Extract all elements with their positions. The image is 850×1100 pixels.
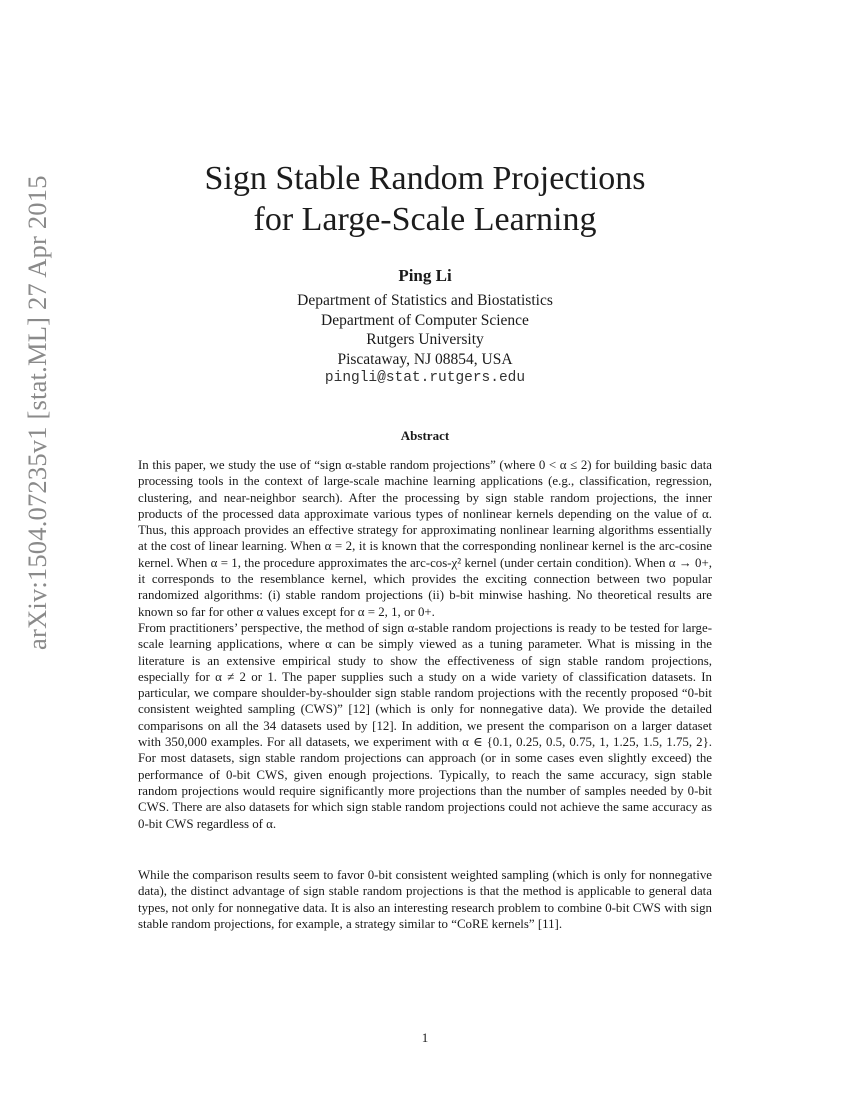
author-affiliation-block xyxy=(0,291,850,389)
affiliation-line: Piscataway, NJ 08854, USA xyxy=(337,350,513,368)
title-line-1: Sign Stable Random Projections xyxy=(204,160,646,197)
abstract-paragraph: While the comparison results seem to favor 0-bit consistent weighted sampling (which is only for nonnegative data), the distinct advantage of sign stable random projections is that the method is applicable to general data types, not only for nonnegative data. It is also an interesting research problem to combine 0-bit CWS with sign stable random projections, for example, a strategy similar to “CoRE kernels” [11]. xyxy=(138,868,712,931)
abstract-paragraph: From practitioners’ perspective, the method of sign α-stable random projections is ready to be tested for large-scale learning applications, where α can be simply viewed as a tuning parameter. What is missing in the literature is an extensive empirical study to show the effectiveness of sign stable random projections, especially for α ≠ 2 or 1. The paper supplies such a study on a wide variety of classification datasets. In particular, we compare shoulder-by-shoulder sign stable random projections with the recently proposed “0-bit consistent weighted sampling (CWS)” [12] (which is only for nonnegative data). We provide the detailed comparisons on all the 34 datasets used by [12]. In addition, we present the comparison on a larger dataset with 350,000 examples. For all datasets, we experiment with α ∈ {0.1, 0.25, 0.5, 0.75, 1, 1.25, 1.5, 1.75, 2}. For most datasets, sign stable random projections can approach (or in some cases even slightly exceed) the performance of 0-bit CWS, given enough projections. Typically, to reach the same accuracy, sign stable random projections would require significantly more projections than the number of samples needed by 0-bit CWS. There are also datasets for which sign stable random projections could not achieve the same accuracy as 0-bit CWS regardless of α. xyxy=(138,621,712,831)
author-email: pingli@stat.rutgers.edu xyxy=(324,370,526,387)
abstract-paragraph: In this paper, we study the use of “sign α-stable random projections” (where 0 < α ≤ 2) for building basic data processing tools in the context of large-scale machine learning applications (e.g., classification, regression, clustering, and near-neighbor search). After the processing by sign stable random projections, the inner products of the processed data approximate various types of nonlinear kernels depending on the value of α. Thus, this approach provides an effective strategy for approximating nonlinear learning algorithms essentially at the cost of linear learning. When α = 2, it is known that the corresponding nonlinear kernel is the arc-cosine kernel. When α = 1, the procedure approximates the arc-cos-χ² kernel (under certain condition). When α → 0+, it corresponds to the resemblance kernel, which provides the exciting connection between two popular randomized algorithms: (i) stable random projections (ii) b-bit minwise hashing. No theoretical results are known so far for other α values except for α = 2, 1, or 0+. xyxy=(138,458,712,619)
affiliation-line: Rutgers University xyxy=(366,331,484,349)
author-name: Ping Li xyxy=(398,266,452,285)
abstract-heading: Abstract xyxy=(400,428,450,443)
page-number: 1 xyxy=(421,1030,429,1045)
paper-title xyxy=(0,158,850,240)
title-line-2: for Large-Scale Learning xyxy=(253,201,597,238)
arxiv-identifier-stamp: arXiv:1504.07235v1 [stat.ML] 27 Apr 2015 xyxy=(22,175,52,650)
affiliation-line: Department of Computer Science xyxy=(321,311,529,329)
affiliation-line: Department of Statistics and Biostatistics xyxy=(297,292,553,309)
